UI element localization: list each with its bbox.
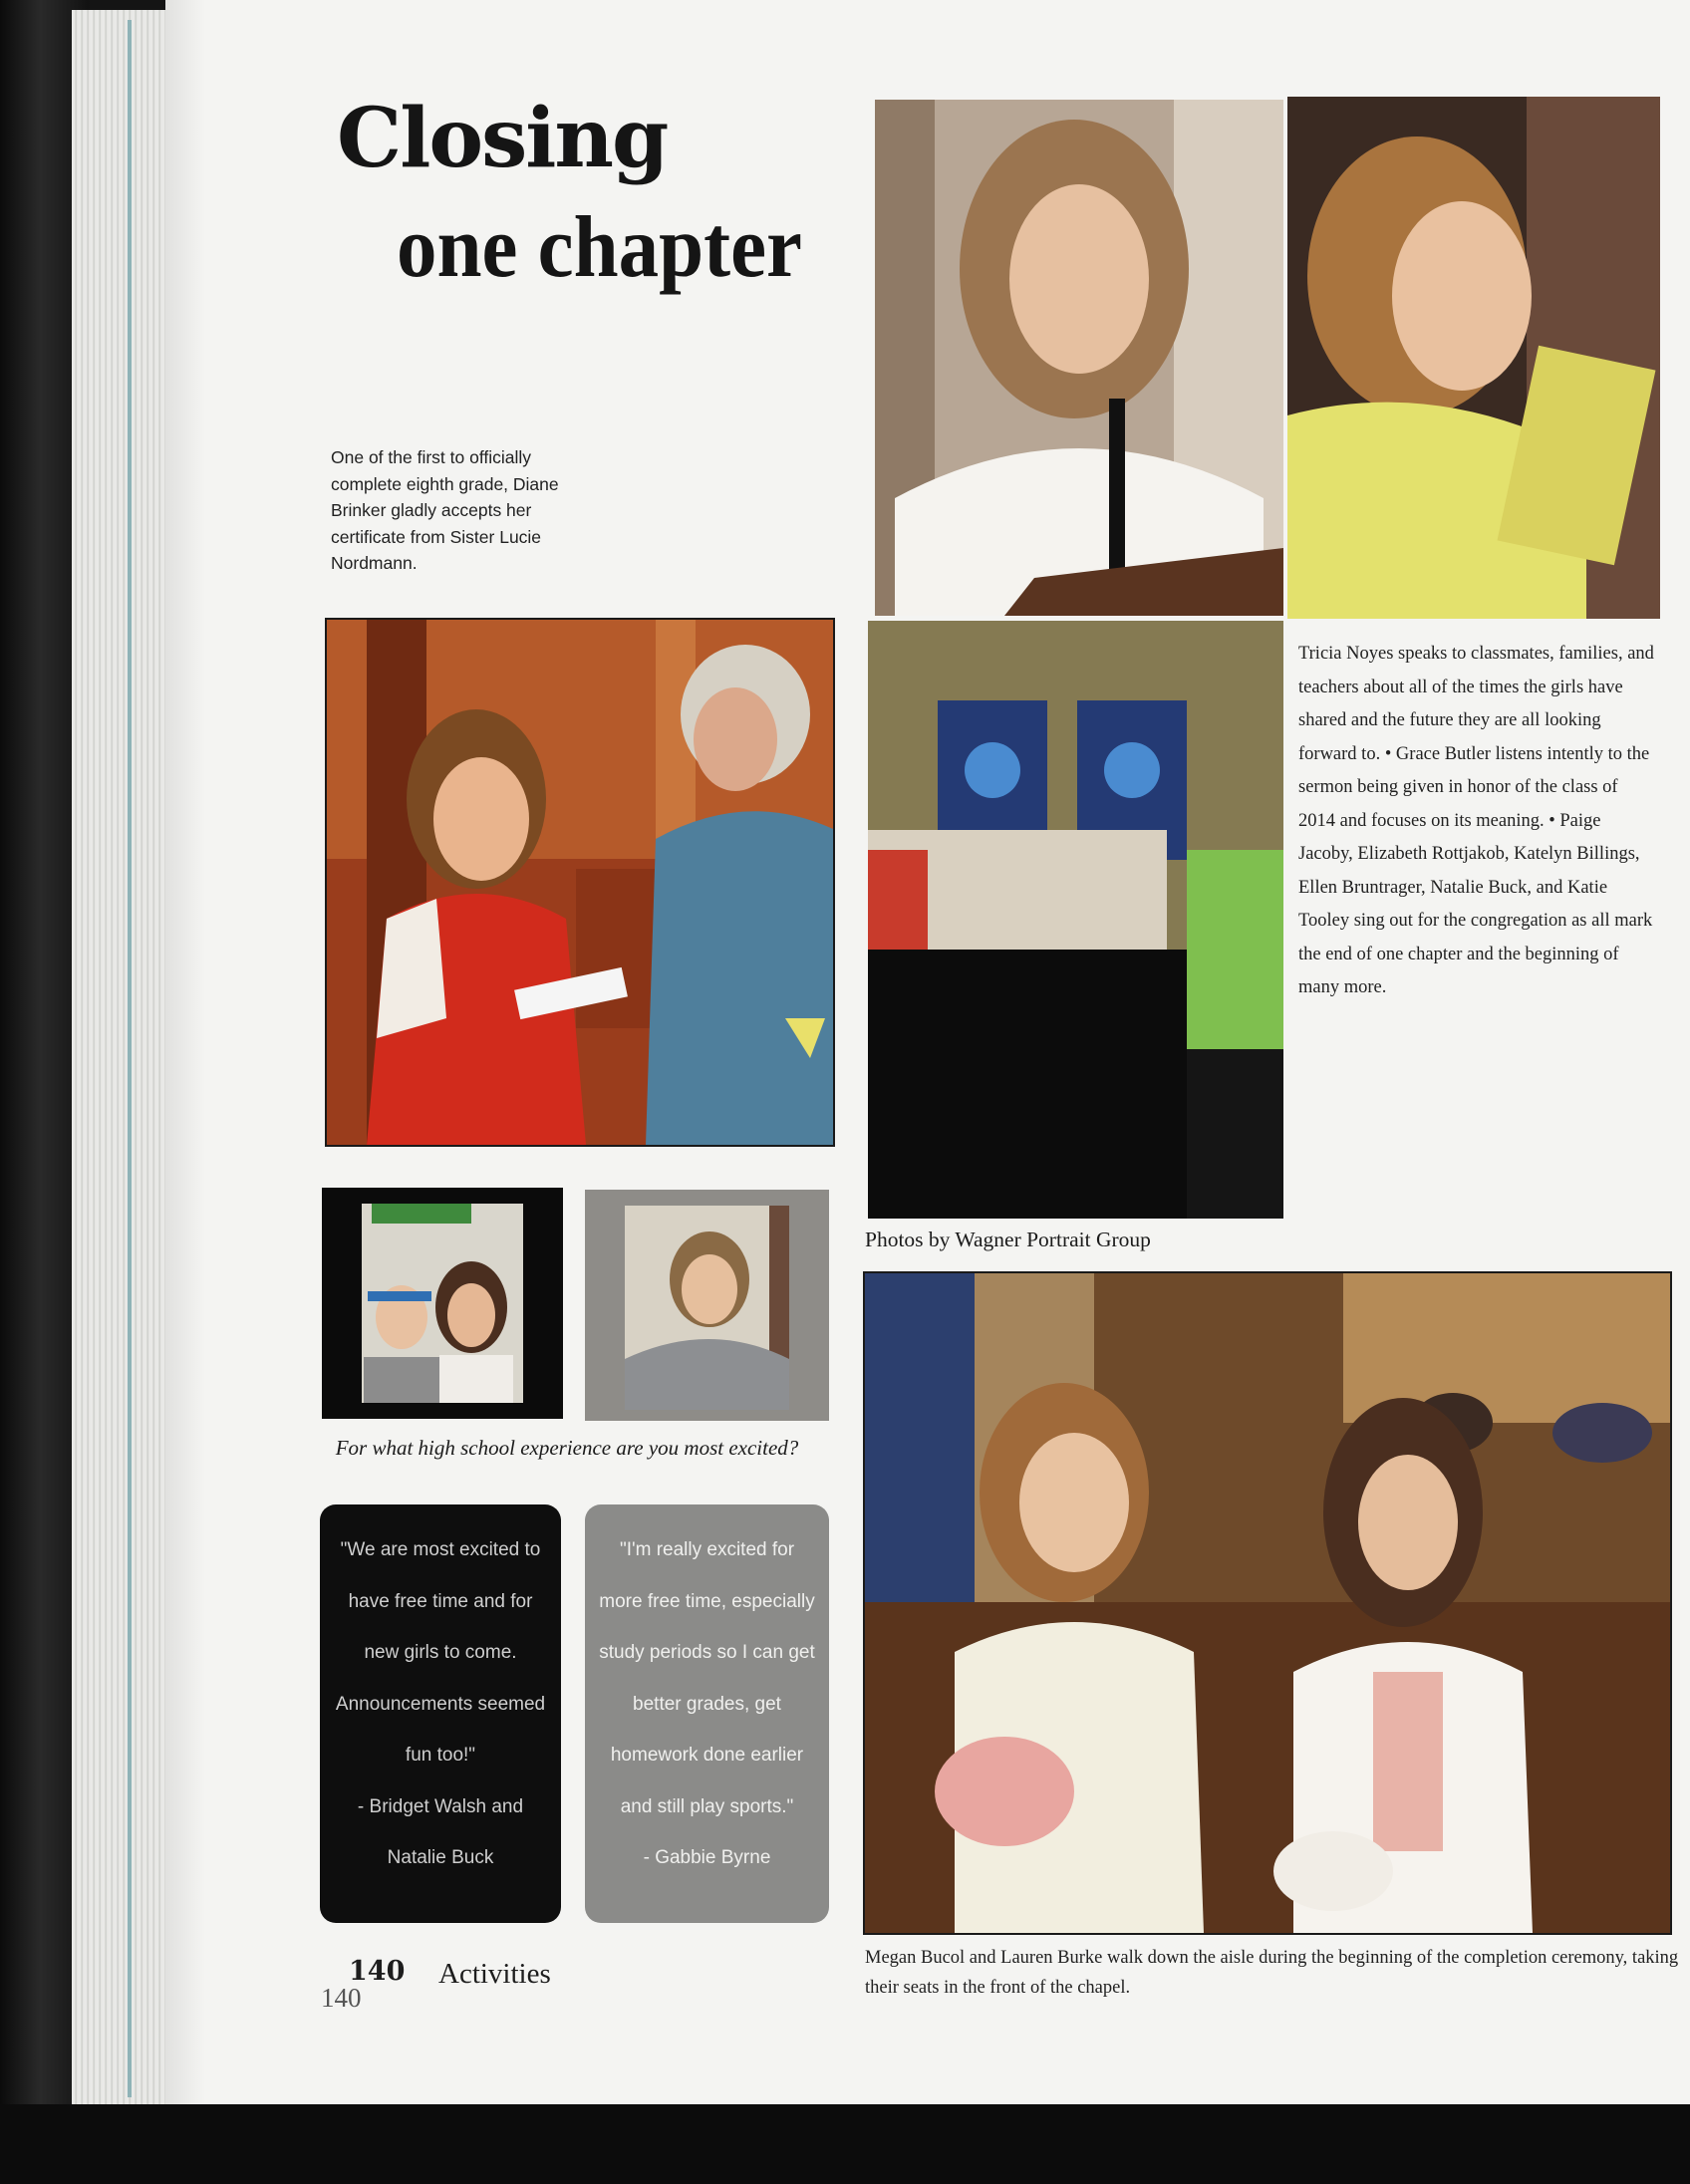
photo-listener	[1287, 97, 1660, 619]
page-edge-accent	[128, 20, 132, 2097]
photo-two-girls	[322, 1188, 563, 1419]
title-one-chapter: one chapter	[397, 199, 802, 296]
gutter-shadow	[165, 0, 205, 2104]
page-edges	[72, 10, 171, 2107]
quote-attribution: - Bridget Walsh and Natalie Buck	[357, 1795, 524, 1868]
quote-attribution: - Gabbie Byrne	[643, 1847, 771, 1868]
bottom-strip	[0, 2104, 1690, 2184]
yearbook-page	[165, 0, 1690, 2104]
title-closing: Closing	[337, 91, 668, 186]
photo-girl-gray-shirt	[585, 1190, 829, 1421]
section-label: Activities	[438, 1958, 551, 1990]
quote-box-walsh-buck	[320, 1504, 561, 1923]
caption-diane-brinker: One of the first to officially complete eighth grade, Diane Brinker gladly accepts her certificate from Sister Lucie Nordmann.	[331, 447, 559, 573]
photo-credit: Photos by Wagner Portrait Group	[865, 1228, 1151, 1251]
page-number: 140	[349, 1956, 406, 1987]
page-number-stamp: 140	[321, 1983, 362, 2013]
quote-text: "We are most excited to have free time and for new girls to come. Announcements seemed fun too!"	[335, 1539, 546, 1766]
caption-aisle: Megan Bucol and Lauren Burke walk down the aisle during the beginning of the completion ceremony, taking their seats in the front of the chapel.	[865, 1948, 1679, 1998]
photo-speaker	[875, 100, 1283, 616]
question-heading: For what high school experience are you most excited?	[335, 1436, 799, 1460]
photo-aisle-procession	[863, 1271, 1672, 1935]
caption-ceremony: Tricia Noyes speaks to classmates, families, and teachers about all of the times the girls have shared and the future they are all looking forward to. • Grace Butler listens intently to the sermon being given in honor of the class of 2014 and focuses on its meaning. • Paige Jacoby, Elizabeth Rottjakob, Katelyn Billings, Ellen Bruntrager, Natalie Buck, and Katie Tooley sing out for the congregation as all mark the end of one chapter and the beginning of many more.	[1298, 644, 1654, 997]
photo-certificate	[325, 618, 835, 1147]
quote-box-byrne	[585, 1504, 829, 1923]
quote-text: "I'm really excited for more free time, especially study periods so I can get better grades, get homework done earlier and still play sports."	[599, 1539, 815, 1817]
photo-choir	[868, 621, 1283, 1219]
